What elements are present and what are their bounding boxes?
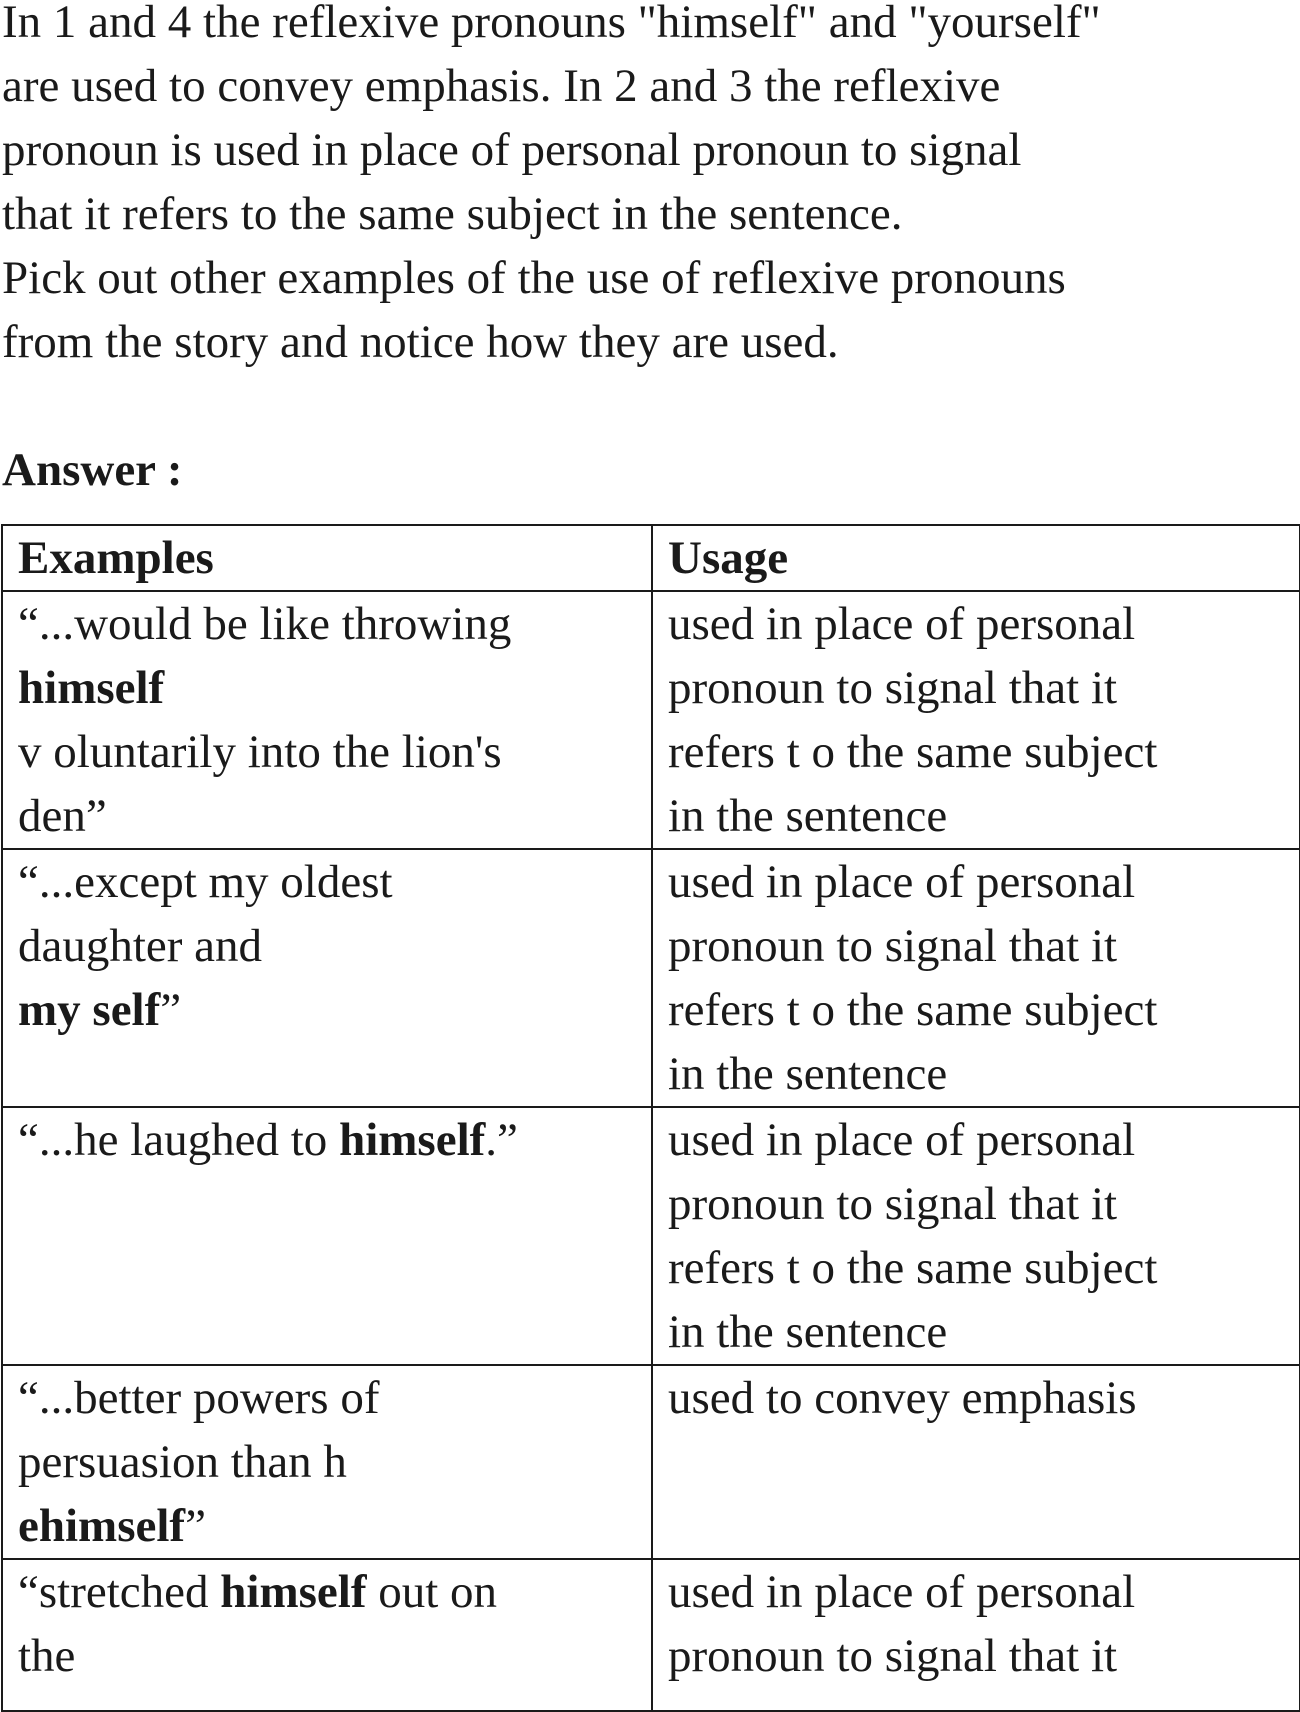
intro-line: pronoun is used in place of personal pronoun to signal	[2, 124, 1022, 176]
usage-cell	[652, 849, 1300, 1107]
intro-line: Pick out other examples of the use of reflexive pronouns	[2, 252, 1066, 304]
example-text: persuasion than h	[18, 1436, 347, 1488]
example-bold-text: my self	[18, 984, 161, 1036]
table-row	[2, 1107, 1300, 1365]
intro-paragraph	[2, 0, 1298, 374]
example-line	[18, 1430, 639, 1494]
example-text: ”	[185, 1500, 206, 1552]
usage-cell	[652, 1107, 1300, 1365]
usage-line: refers t o the same subject	[668, 984, 1158, 1036]
usage-line: pronoun to signal that it	[668, 1178, 1118, 1230]
example-line	[18, 1624, 639, 1688]
example-line	[18, 1366, 639, 1430]
example-line	[18, 720, 639, 784]
example-cell	[2, 1559, 652, 1711]
intro-line: that it refers to the same subject in the sentence.	[2, 188, 903, 240]
usage-line: refers t o the same subject	[668, 726, 1158, 778]
intro-line: are used to convey emphasis. In 2 and 3 the reflexive	[2, 60, 1001, 112]
example-text: “...he laughed to	[18, 1114, 340, 1166]
example-bold-text: himself	[339, 1114, 486, 1166]
usage-line: pronoun to signal that it	[668, 920, 1118, 972]
example-line	[18, 978, 639, 1042]
example-text: “...would be like throwing	[18, 598, 512, 650]
usage-cell	[652, 591, 1300, 849]
example-cell	[2, 591, 652, 849]
example-text: “...better powers of	[18, 1372, 380, 1424]
table-header-row	[2, 525, 1300, 591]
usage-line: used in place of personal	[668, 1566, 1136, 1618]
example-text: daughter and	[18, 920, 263, 972]
example-text: “stretched	[18, 1566, 221, 1618]
usage-line: refers t o the same subject	[668, 1242, 1158, 1294]
example-text: the	[18, 1630, 76, 1682]
usage-line: in the sentence	[668, 1306, 948, 1358]
table-row	[2, 849, 1300, 1107]
example-line	[18, 784, 639, 848]
usage-line: used in place of personal	[668, 598, 1136, 650]
example-cell	[2, 1107, 652, 1365]
example-line	[18, 1494, 639, 1558]
usage-line: pronoun to signal that it	[668, 1630, 1118, 1682]
example-text: v oluntarily into the lion's	[18, 726, 502, 778]
usage-line: used to convey emphasis	[668, 1372, 1137, 1424]
table-row	[2, 1559, 1300, 1711]
example-text: “...except my oldest	[18, 856, 393, 908]
usage-line: used in place of personal	[668, 1114, 1136, 1166]
usage-cell	[652, 1559, 1300, 1711]
example-text: ”	[160, 984, 182, 1036]
example-line	[18, 914, 639, 978]
header-examples: Examples	[2, 525, 652, 591]
example-bold-text: ehimself	[18, 1500, 186, 1552]
table-row	[2, 591, 1300, 849]
example-line	[18, 850, 639, 914]
example-cell	[2, 1365, 652, 1559]
answer-heading: Answer :	[2, 444, 183, 496]
example-bold-text: himself	[220, 1566, 367, 1618]
usage-line: pronoun to signal that it	[668, 662, 1118, 714]
intro-line: from the story and notice how they are used.	[2, 316, 839, 368]
example-text: den”	[18, 790, 107, 842]
usage-line: used in place of personal	[668, 856, 1136, 908]
example-cell	[2, 849, 652, 1107]
example-line	[18, 592, 639, 656]
usage-cell	[652, 1365, 1300, 1559]
usage-line: in the sentence	[668, 1048, 948, 1100]
example-text: out on	[366, 1566, 498, 1618]
example-line	[18, 1560, 639, 1624]
table-row	[2, 1365, 1300, 1559]
usage-line: in the sentence	[668, 790, 948, 842]
header-usage: Usage	[652, 525, 1300, 591]
intro-line: In 1 and 4 the reflexive pronouns "himself" and "yourself"	[2, 0, 1101, 48]
example-line	[18, 656, 639, 720]
answer-table	[1, 524, 1300, 1712]
example-bold-text: himself	[18, 662, 165, 714]
example-text: .”	[485, 1114, 518, 1166]
example-line	[18, 1108, 639, 1172]
